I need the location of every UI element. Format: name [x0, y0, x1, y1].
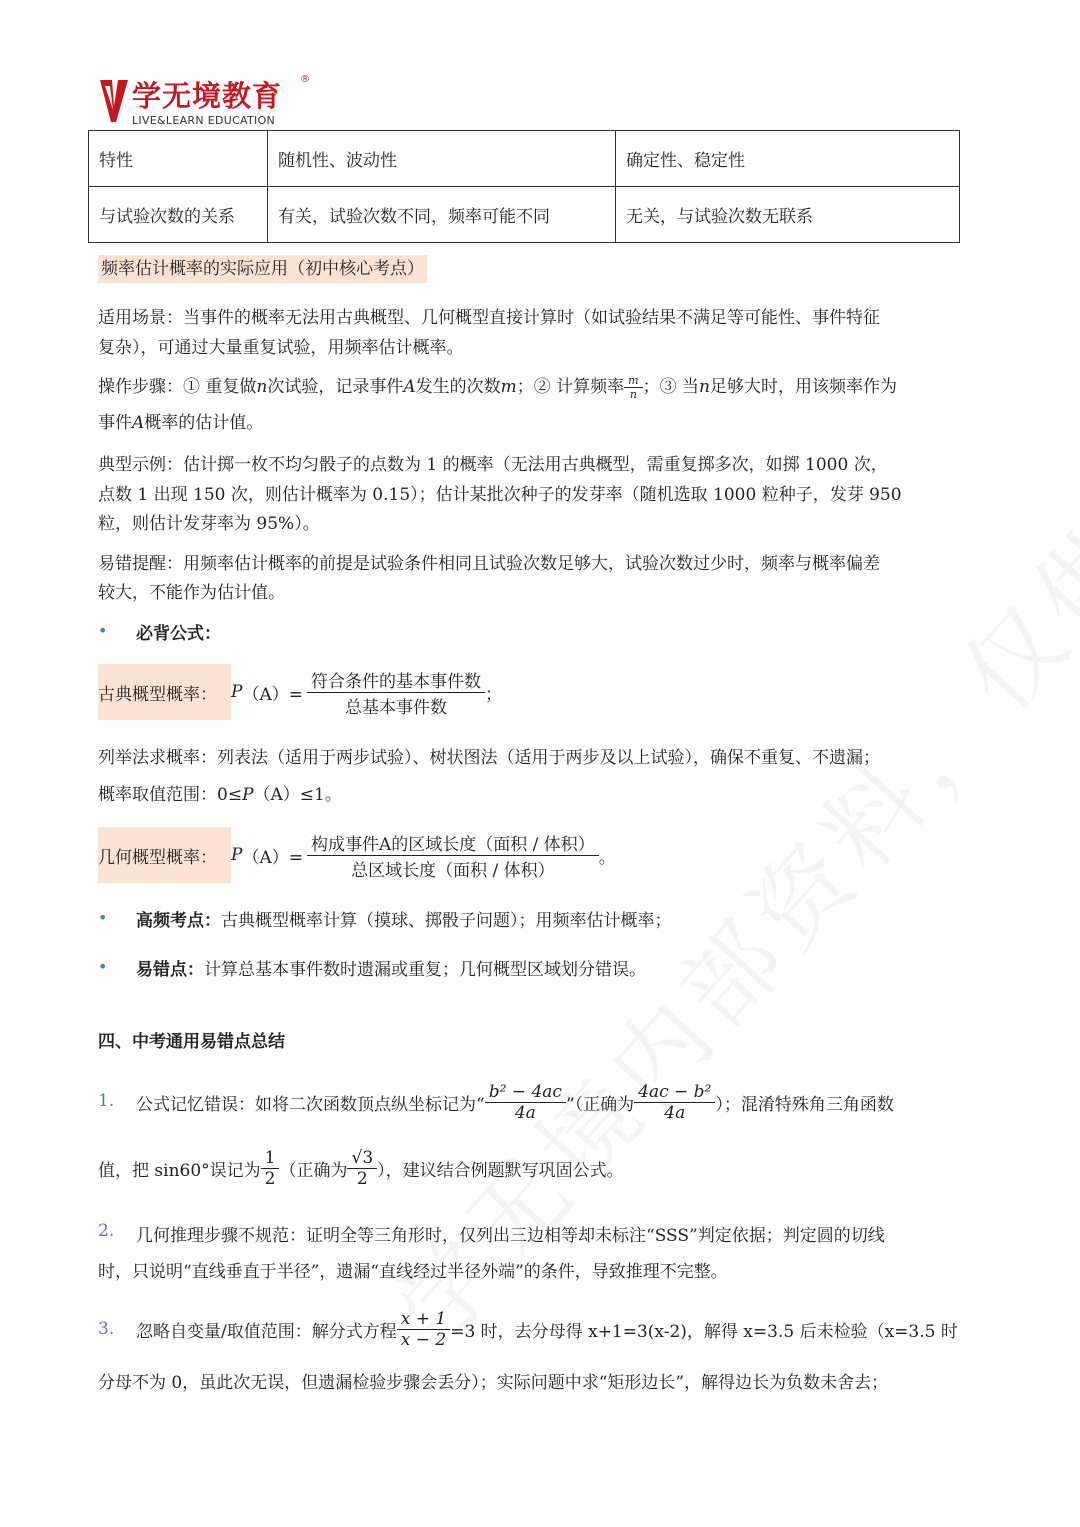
must-formulas-label: 必背公式：	[136, 624, 221, 644]
table-cell: 随机性、波动性	[268, 131, 616, 187]
sqrt3-over-2-fraction: $\frac{√3}{2}$	[347, 1148, 377, 1189]
logo-text-en: LIVE&LEARN EDUCATION	[132, 114, 276, 127]
list-number: 1.	[98, 1091, 115, 1111]
paragraph-steps-line1: 操作步骤：① 重复做n次试验，记录事件A发生的次数m；② 计算频率 $\frac{m}{n}$ ；③ 当n足够大时，用该频率作为	[98, 374, 897, 401]
paragraph-scenario-line2: 复杂），可通过大量重复试验，用频率估计概率。	[98, 338, 464, 358]
geometric-fraction: $\frac{\text{构成事件A的区域长度（面积 / 体积）}}{\text{总区域长度（面积 / 体积）}}$	[307, 830, 599, 881]
section-heading: 频率估计概率的实际应用（初中核心考点）	[98, 254, 427, 279]
table-row	[89, 187, 960, 243]
half-fraction: $\frac{1}{2}$	[261, 1148, 280, 1189]
error-prone-points: 易错点：计算总基本事件数时遗漏或重复；几何概型区域划分错误。	[136, 960, 646, 980]
item3-line1: 忽略自变量/取值范围：解分式方程 $\frac{x + 1}{x - 2}$ =3 时，去分母得 x+1=3(x-2)，解得 x=3.5 后未检验（x=3.5 时	[136, 1308, 958, 1350]
paragraph-warning-line2: 较大，不能作为估计值。	[98, 583, 285, 603]
bullet-icon: •	[98, 957, 108, 976]
table-row	[89, 131, 960, 187]
paragraph-example-line2: 点数 1 出现 150 次，则估计概率为 0.15）；估计某批次种子的发芽率（随机选取 1000 粒种子，发芽 950	[98, 485, 902, 505]
list-number: 3.	[98, 1319, 115, 1339]
table-cell: 有关，试验次数不同，频率可能不同	[268, 187, 616, 243]
paragraph-steps-line2: 事件A概率的估计值。	[98, 413, 264, 433]
table-cell: 特性	[89, 131, 268, 187]
frequency-fraction: $\frac{m}{n}$	[624, 374, 642, 401]
classical-probability-formula: 古典概型概率： P （A）= $\frac{\text{符合条件的基本事件数}}{\text{总基本事件数}}$ ；	[98, 664, 502, 720]
table-cell: 无关，与试验次数无联系	[616, 187, 960, 243]
paragraph-warning-line1: 易错提醒：用频率估计概率的前提是试验条件相同且试验次数足够大，试验次数过少时，频率与概率偏差	[98, 554, 880, 574]
high-frequency-points: 高频考点：古典概型概率计算（摸球、掷骰子问题）；用频率估计概率；	[136, 911, 672, 931]
table-cell: 与试验次数的关系	[89, 187, 268, 243]
item2-line1: 几何推理步骤不规范：证明全等三角形时，仅列出三边相等却未标注“SSS”判定依据；判定圆的切线	[136, 1226, 885, 1246]
item2-line2: 时，只说明“直线垂直于半径”，遗漏“直线经过半径外端”的条件，导致推理不完整。	[98, 1262, 728, 1282]
probability-range-line: 概率取值范围：0≤P（A）≤1。	[98, 785, 342, 805]
classical-fraction: $\frac{\text{符合条件的基本事件数}}{\text{总基本事件数}}$	[307, 667, 485, 718]
equation-fraction: $\frac{x + 1}{x - 2}$	[397, 1309, 450, 1350]
enumeration-method-line: 列举法求概率：列表法（适用于两步试验）、树状图法（适用于两步及以上试验），确保不重复、不遗漏；	[98, 748, 880, 768]
item3-line2: 分母不为 0，虽此次无误，但遗漏检验步骤会丢分）；实际问题中求“矩形边长”，解得边长为负数未舍去；	[98, 1373, 889, 1393]
bullet-icon: •	[98, 908, 108, 927]
comparison-table	[88, 130, 960, 243]
table-cell: 确定性、稳定性	[616, 131, 960, 187]
paragraph-example-line1: 典型示例：估计掷一枚不均匀骰子的点数为 1 的概率（无法用古典概型，需重复掷多次，如掷 1000 次，	[98, 455, 888, 475]
list-number: 2.	[98, 1221, 115, 1241]
item1-line2: 值，把 sin60°误记为 $\frac{1}{2}$ （正确为 $\frac{√3}{2}$ ），建议结合例题默写巩固公式。	[98, 1147, 624, 1189]
section-four-heading: 四、中考通用易错点总结	[98, 1032, 285, 1052]
registered-mark: ®	[300, 74, 310, 85]
geometric-probability-formula: 几何概型概率： P （A）= $\frac{\text{构成事件A的区域长度（面积 / 体积）}}{\text{总区域长度（面积 / 体积）}}$ 。	[98, 827, 616, 883]
logo-mark-icon	[98, 76, 130, 124]
paragraph-scenario-line1: 适用场景：当事件的概率无法用古典概型、几何概型直接计算时（如试验结果不满足等可能性、事件特征	[98, 308, 880, 328]
brand-logo	[98, 74, 338, 130]
bullet-icon: •	[98, 621, 108, 640]
logo-text-cn: 学无境教育	[132, 79, 283, 113]
vertex-fraction-wrong: $\frac{\text{b² − 4ac}}{4a}$	[485, 1082, 566, 1123]
paragraph-example-line3: 粒，则估计发芽率为 95%）。	[98, 514, 320, 534]
item1-line1: 公式记忆错误：如将二次函数顶点纵坐标记为“ $\frac{\text{b² − 4ac}}{4a}$ ”（正确为 $\frac{\text{4ac − b²}}{4a}$ ）；混淆特殊角三角函数	[136, 1081, 894, 1123]
vertex-fraction-correct: $\frac{\text{4ac − b²}}{4a}$	[634, 1082, 715, 1123]
